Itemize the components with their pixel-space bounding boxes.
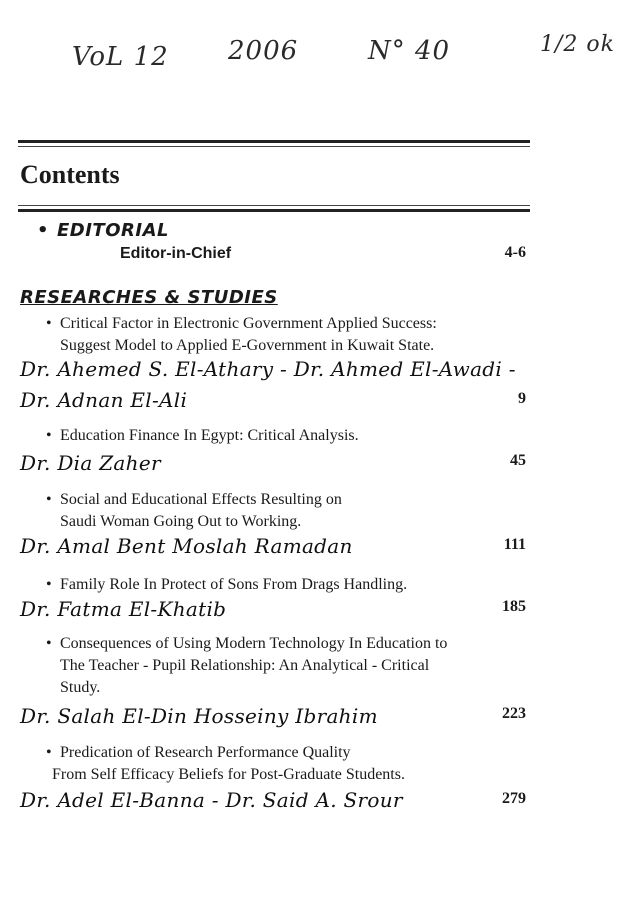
handwritten-mark: 1/2 ok <box>540 32 615 57</box>
researches-heading: RESEARCHES & STUDIES <box>20 287 278 308</box>
entry-title <box>46 574 408 596</box>
mid-rule-thick <box>18 209 530 212</box>
handwritten-year: 2006 <box>228 36 299 66</box>
entry-title <box>46 425 359 447</box>
bullet: • <box>46 744 52 761</box>
author-line: Dr. Amal Bent Moslah Ramadan <box>20 534 353 558</box>
bullet: • <box>46 315 52 332</box>
editorial-pages: 4-6 <box>504 244 526 261</box>
title-line: The Teacher - Pupil Relationship: An Analytical - Critical <box>60 657 430 674</box>
author-line: Dr. Adel El-Banna - Dr. Said A. Srour <box>20 788 403 812</box>
author-line: Dr. Salah El-Din Hosseiny Ibrahim <box>20 704 378 728</box>
top-rule-thin <box>18 146 530 147</box>
entry-page: 223 <box>502 705 526 722</box>
bullet: • <box>46 635 52 652</box>
title-line: Critical Factor in Electronic Government Applied Success: <box>60 315 437 332</box>
entry-title <box>46 742 405 786</box>
contents-heading: Contents <box>20 160 120 189</box>
entry-title <box>46 313 437 357</box>
editor-in-chief: Editor-in-Chief <box>120 245 232 262</box>
entry-title <box>46 489 342 533</box>
author-line: Dr. Dia Zaher <box>20 451 161 475</box>
handwritten-volume: VoL 12 <box>72 42 169 72</box>
bullet: • <box>46 576 52 593</box>
author-line: Dr. Ahemed S. El-Athary - Dr. Ahmed El-Awadi - <box>20 357 516 381</box>
entry-page: 111 <box>503 536 526 553</box>
title-line: Saudi Woman Going Out to Working. <box>60 513 302 530</box>
title-line: Education Finance In Egypt: Critical Analysis. <box>60 427 359 444</box>
mid-rule-thin <box>18 205 530 206</box>
title-line: Consequences of Using Modern Technology In Education to <box>60 635 448 652</box>
title-line: Family Role In Protect of Sons From Drags Handling. <box>60 576 408 593</box>
author-line: Dr. Fatma El-Khatib <box>20 597 227 621</box>
title-line: Suggest Model to Applied E-Government in Kuwait State. <box>60 337 435 354</box>
entry-page: 9 <box>518 390 526 407</box>
top-rule-thick <box>18 140 530 143</box>
title-line: Study. <box>60 679 101 696</box>
title-line: Social and Educational Effects Resulting on <box>60 491 342 508</box>
entry-page: 279 <box>502 790 526 807</box>
editorial-heading: • EDITORIAL <box>57 220 169 241</box>
handwritten-number: N° 40 <box>368 36 451 66</box>
bullet: • <box>46 491 52 508</box>
author-line: Dr. Adnan El-Ali <box>20 388 188 412</box>
title-line: From Self Efficacy Beliefs for Post-Graduate Students. <box>52 766 405 783</box>
entry-page: 45 <box>510 452 526 469</box>
entry-page: 185 <box>502 598 526 615</box>
entry-title <box>46 633 448 699</box>
title-line: Predication of Research Performance Quality <box>60 744 351 761</box>
bullet: • <box>46 427 52 444</box>
